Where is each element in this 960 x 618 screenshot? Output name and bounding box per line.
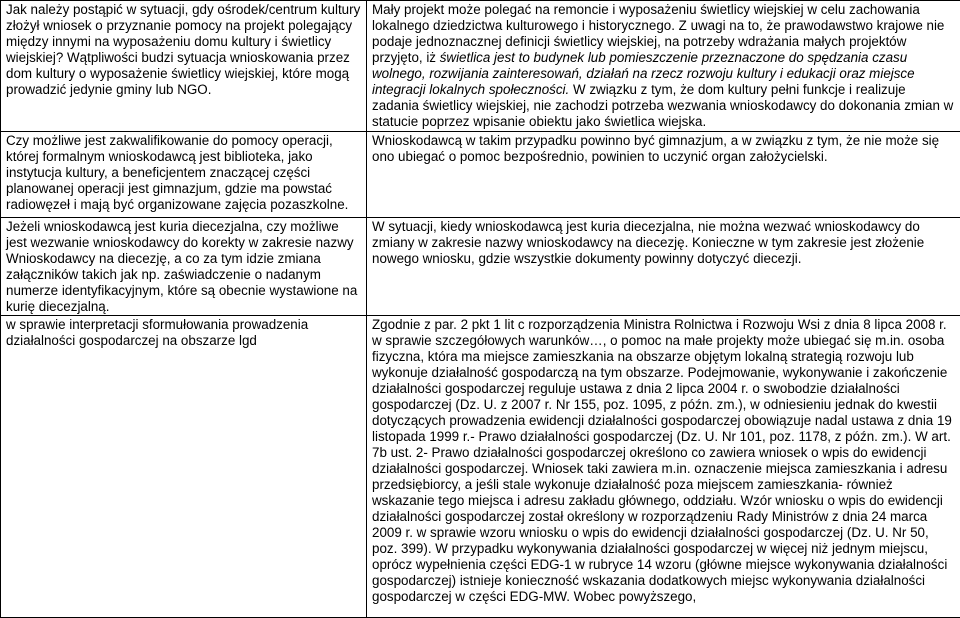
answer-text xyxy=(372,2,955,130)
answer-cell xyxy=(367,316,960,618)
table-row xyxy=(1,218,960,316)
answer-cell xyxy=(367,218,960,316)
table-row xyxy=(1,1,960,132)
question-cell xyxy=(1,1,367,132)
question-text: w sprawie interpretacji sformułowania prowadzenia działalności gospodarczej na obszarze lgd xyxy=(6,317,361,349)
answer-cell xyxy=(367,1,960,132)
answer-text: Zgodnie z par. 2 pkt 1 lit c rozporządzenia Ministra Rolnictwa i Rozwoju Wsi z dnia 8 lipca 2008 r. w sprawie szczegółowych warunków…, o pomoc na małe projekty może ubiegać się m.in. osoba fizyczna, która ma miejsce zamieszkania na obszarze objętym lokalną strategią rozwoju lub wykonuje działalność gospodarczą na tym obszarze. Podejmowanie, wykonywanie i zakończenie działalności gospodarczej reguluje ustawa z dnia 2 lipca 2004 r. o swobodzie działalności gospodarczej (Dz. U. z 2007 r. Nr 155, poz. 1095, z późn. zm.), w odniesieniu jednak do kwestii dotyczących prowadzenia ewidencji działalności gospodarczej obowiązuje nadal ustawa z dnia 19 listopada 1999 r.- Prawo działalności gospodarczej (Dz. U. Nr 101, poz. 1178, z późn. zm.). W art. 7b ust. 2- Prawo działalności gospodarczej określono co zawiera wniosek o wpis do ewidencji działalności gospodarczej. Wniosek taki zawiera m.in. oznaczenie miejsca zamieszkania i adresu przedsiębiorcy, a jeśli stale wykonuje działalność poza miejscem zamieszkania- również wskazanie tego miejsca i adresu zakładu głównego, oddziału. Wzór wniosku o wpis do ewidencji działalności gospodarczej został określony w rozporządzeniu Rady Ministrów z dnia 24 marca 2009 r. w sprawie wzoru wniosku o wpis do ewidencji działalności gospodarczej (Dz. U. Nr 50, poz. 399). W przypadku wykonywania działalności gospodarczej w więcej niż jednym miejscu, oprócz wypełnienia części EDG-1 w rubryce 14 wzoru (główne miejsce wykonywania działalności gospodarczej) istnieje konieczność wskazania dodatkowych miejsc wykonywania działalności gospodarczej w części EDG-MW. Wobec powyższego, xyxy=(372,317,955,605)
answer-text: W sytuacji, kiedy wnioskodawcą jest kuria diecezjalna, nie można wezwać wnioskodawcy do zmiany w zakresie nazwy wnioskodawcy na diecezję. Konieczne w tym zakresie jest złożenie nowego wniosku, gdzie wszystkie dokumenty powinny dotyczyć diecezji. xyxy=(372,219,955,267)
question-cell xyxy=(1,316,367,618)
table-row xyxy=(1,316,960,618)
table-row xyxy=(1,132,960,218)
answer-text-italic-definition: świetlica jest to budynek lub pomieszczenie przeznaczone do spędzania czasu wolnego, rozwijania zainteresowań, działań na rzecz rozwoju kultury i edukacji oraz miejsce integracji lokalnych społeczności. xyxy=(372,50,915,97)
answer-cell xyxy=(367,132,960,218)
question-text: Czy możliwe jest zakwalifikowanie do pomocy operacji, której formalnym wnioskodawcą jest biblioteka, jako instytucja kultury, a beneficjentem znaczącej części planowanej operacji jest gimnazjum, gdzie ma powstać radiowęzeł i mają być organizowane zajęcia pozaszkolne. xyxy=(6,133,361,213)
question-text: Jak należy postąpić w sytuacji, gdy ośrodek/centrum kultury złożył wniosek o przyznanie pomocy na projekt polegający między innymi na wyposażeniu domu kultury i świetlicy wiejskiej? Wątpliwości budzi sytuacja wnioskowania przez dom kultury o wyposażenie świetlicy wiejskiej, które mogą prowadzić jedynie gminy lub NGO. xyxy=(6,2,361,98)
question-cell xyxy=(1,218,367,316)
question-text: Jeżeli wnioskodawcą jest kuria diecezjalna, czy możliwe jest wezwanie wnioskodawcy do korekty w zakresie nazwy Wnioskodawcy na diecezję, a co za tym idzie zmiana załączników takich jak np. zaświadczenie o nadanym numerze identyfikacyjnym, które są obecnie wystawione na kurię diecezjalną. xyxy=(6,219,361,315)
answer-text-part: W związku z tym, że dom kultury pełni funkcje i realizuje zadania świetlicy wiejskiej, nie zachodzi potrzeba wezwania wnioskodawcy do dokonania zmian w statucie poprzez wpisanie obiektu jako świetlica wiejska. xyxy=(372,82,953,129)
answer-text: Wnioskodawcą w takim przypadku powinno być gimnazjum, a w związku z tym, że nie może się ono ubiegać o pomoc bezpośrednio, powinien to uczynić organ założycielski. xyxy=(372,133,955,165)
question-cell xyxy=(1,132,367,218)
answer-text-part: Mały projekt może polegać na remoncie i wyposażeniu świetlicy wiejskiej w celu zachowania lokalnego dziedzictwa kulturowego i historycznego. Z uwagi na to, że prawodawstwo krajowe nie podaje jednoznacznej definicji świetlicy wiejskiej, na potrzeby wdrażania małych projektów przyjęto, iż xyxy=(372,2,944,65)
